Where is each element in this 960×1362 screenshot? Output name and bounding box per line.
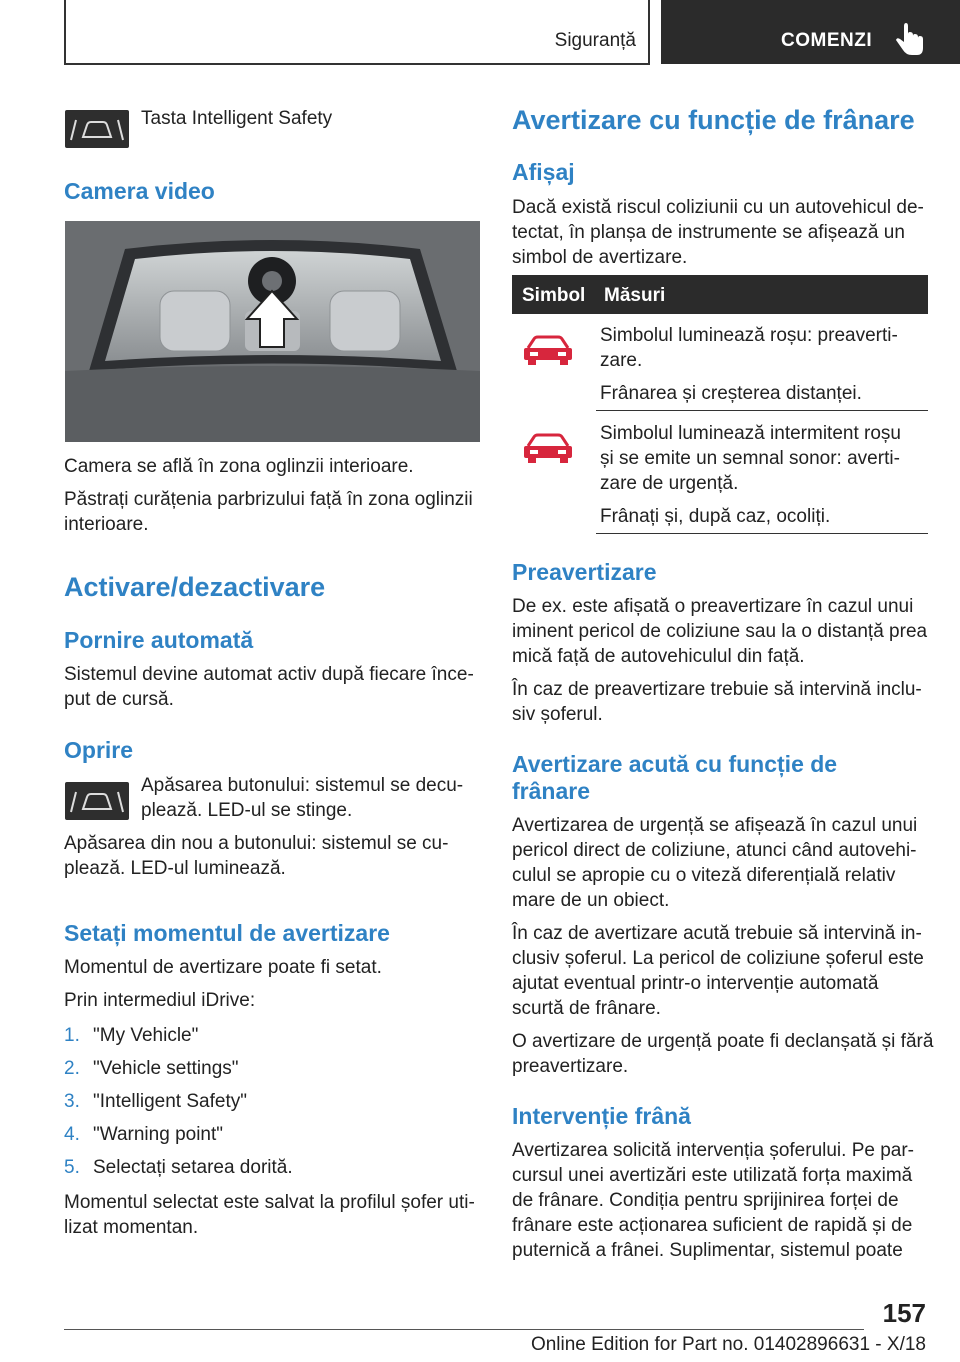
acute-p2-line1: În caz de avertizare acută trebuie să intervină in- [512, 923, 922, 944]
camera-p1: Camera se află în zona oglinzii interioare. [64, 456, 414, 477]
step-number: 2. [64, 1058, 80, 1079]
auto-p1-line1: Sistemul devine automat activ după fiecare înce- [64, 664, 474, 685]
symbol-table-header [512, 275, 928, 314]
camera-photo [65, 221, 480, 442]
auto-p1-line2: put de cursă. [64, 689, 174, 710]
intelligent-safety-button-icon [65, 110, 129, 148]
warning-car-flashing-icon [522, 432, 574, 466]
header-bottom-border [64, 63, 650, 65]
display-p1-line2: tectat, în planșa de instrumente se afișează un [512, 222, 905, 243]
stop-p2-line1: Apăsarea din nou a butonului: sistemul se cu- [64, 833, 449, 854]
stop-p1-line2: plează. LED-ul se stinge. [141, 800, 353, 821]
acute-p1-line2: pericol direct de coliziune, atunci când autovehi- [512, 840, 917, 861]
pre-p2-line1: În caz de preavertizare trebuie să intervină inclu- [512, 679, 922, 700]
step-number: 3. [64, 1091, 80, 1112]
acute-p3-line1: O avertizare de urgență poate fi declanșată și fără [512, 1031, 934, 1052]
pre-p1-line1: De ex. este afișată o preavertizare în cazul unui [512, 596, 914, 617]
col-symbol: Simbol [522, 285, 586, 306]
step-text: "Vehicle settings" [93, 1058, 239, 1079]
camera-p2-line2: interioare. [64, 514, 149, 535]
pre-p1-line3: mică față de autovehiculul din față. [512, 646, 805, 667]
brake-p1-line4: frânare este acționarea suficient de rapidă și de [512, 1215, 913, 1236]
hand-pointer-icon [895, 22, 925, 58]
table-bottom-rule [596, 533, 928, 534]
step-text: "Intelligent Safety" [93, 1091, 247, 1112]
step-text: Selectați setarea dorită. [93, 1157, 293, 1178]
row1-line2: zare. [600, 350, 643, 371]
tab-label: COMENZI [781, 30, 873, 51]
brake-warning-heading: Avertizare cu funcție de frânare [512, 105, 915, 135]
display-p1-line1: Dacă există riscul coliziunii cu un autovehicul de- [512, 197, 924, 218]
auto-start-heading: Pornire automată [64, 627, 254, 653]
pre-p2-line2: siv șoferul. [512, 704, 603, 725]
row2-line2: și se emite un semnal sonor: averti- [600, 448, 900, 469]
acute-heading-line1: Avertizare acută cu funcție de [512, 751, 838, 777]
display-heading: Afișaj [512, 159, 575, 185]
acute-p1-line3: culul se apropie cu o viteză diferențială relativ [512, 865, 896, 886]
table-row-divider [596, 410, 928, 411]
pre-warning-heading: Preavertizare [512, 559, 657, 585]
acute-p1-line4: mare de un obiect. [512, 890, 670, 911]
step-number: 1. [64, 1025, 80, 1046]
tab-comenzi[interactable] [661, 0, 960, 64]
row2-line1: Simbolul luminează intermitent roșu [600, 423, 901, 444]
section-title: Siguranță [554, 30, 636, 51]
acute-p3-line2: preavertizare. [512, 1056, 629, 1077]
row2-line4: Frânați și, după caz, ocoliți. [600, 506, 831, 527]
button-caption: Tasta Intelligent Safety [141, 108, 333, 129]
acute-p2-line2: clusiv șoferul. La pericol de coliziune șoferul este [512, 948, 924, 969]
final-line2: lizat momentan. [64, 1217, 199, 1238]
activation-heading: Activare/dezactivare [64, 572, 326, 602]
col-measures: Măsuri [604, 285, 666, 306]
set-p1: Momentul de avertizare poate fi setat. [64, 957, 382, 978]
stop-p1-line1: Apăsarea butonului: sistemul se decu- [141, 775, 464, 796]
set-warning-heading: Setați momentul de avertizare [64, 920, 390, 946]
brake-p1-line1: Avertizarea solicită intervenția șoferului. Pe par- [512, 1140, 915, 1161]
footer-rule [64, 1329, 864, 1330]
row1-line1: Simbolul luminează roșu: preaverti- [600, 325, 898, 346]
page-number: 157 [882, 1298, 926, 1328]
brake-p1-line2: cursul unei avertizări este utilizată forța maximă [512, 1165, 913, 1186]
row2-line3: zare de urgență. [600, 473, 739, 494]
final-line1: Momentul selectat este salvat la profilul șofer uti- [64, 1192, 475, 1213]
acute-p2-line3: ajutat eventual printr-o intervenție automată [512, 973, 879, 994]
brake-p1-line5: puternică a frânei. Suplimentar, sistemul poate [512, 1240, 903, 1261]
stop-p2-line2: plează. LED-ul luminează. [64, 858, 286, 879]
camera-p2-line1: Păstrați curățenia parbrizului față în zona oglinzii [64, 489, 473, 510]
camera-heading: Camera video [64, 178, 215, 204]
step-number: 5. [64, 1157, 80, 1178]
display-p1-line3: simbol de avertizare. [512, 247, 688, 268]
rear-window-image [65, 221, 480, 442]
stop-heading: Oprire [64, 737, 134, 763]
acute-p1-line1: Avertizarea de urgență se afișează în cazul unui [512, 815, 918, 836]
brake-intervention-heading: Intervenție frână [512, 1103, 691, 1129]
intelligent-safety-button-icon-2 [65, 782, 129, 820]
step-text: "Warning point" [93, 1124, 224, 1145]
step-number: 4. [64, 1124, 80, 1145]
step-text: "My Vehicle" [93, 1025, 199, 1046]
header-left-border [64, 0, 66, 64]
acute-p2-line4: scurtă de frânare. [512, 998, 661, 1019]
set-p2: Prin intermediul iDrive: [64, 990, 256, 1011]
brake-p1-line3: de frânare. Condiția pentru sprijinirea forței de [512, 1190, 899, 1211]
header-divider [648, 0, 650, 64]
pre-p1-line2: iminent pericol de coliziune sau la o distanță prea [512, 621, 928, 642]
acute-heading-line2: frânare [512, 778, 590, 804]
row1-line3: Frânarea și creșterea distanței. [600, 383, 862, 404]
warning-car-icon [522, 334, 574, 368]
footer-edition: Online Edition for Part no. 01402896631 - X/18 [530, 1334, 926, 1355]
